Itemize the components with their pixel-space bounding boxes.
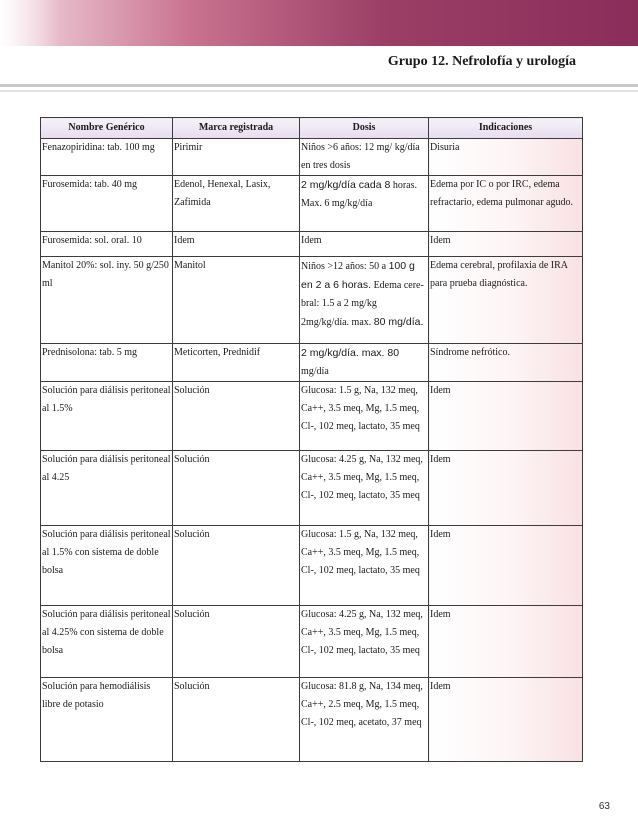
cell-nombre: Solución para diálisis peritoneal al 4.25% con sistema de doble bolsa bbox=[41, 606, 173, 678]
cell-nombre: Furosemida: sol. oral. 10 bbox=[41, 232, 173, 257]
cell-indicaciones: Idem bbox=[429, 232, 583, 257]
cell-dosis bbox=[300, 139, 429, 176]
cell-indicaciones: Síndrome nefrótico. bbox=[429, 344, 583, 382]
cell-dosis bbox=[300, 232, 429, 257]
cell-indicaciones: Idem bbox=[429, 451, 583, 526]
cell-dosis bbox=[300, 678, 429, 762]
cell-indicaciones: Idem bbox=[429, 526, 583, 606]
header-dosis: Dosis bbox=[300, 118, 429, 139]
cell-dosis bbox=[300, 344, 429, 382]
cell-marca: Pirimir bbox=[173, 139, 300, 176]
table-row bbox=[41, 176, 583, 232]
cell-marca: Idem bbox=[173, 232, 300, 257]
cell-indicaciones: Disuria bbox=[429, 139, 583, 176]
dosis-text: 80 mg/día. bbox=[373, 316, 424, 328]
cell-dosis bbox=[300, 382, 429, 451]
page-title: Grupo 12. Nefrolofía y urología bbox=[387, 54, 576, 69]
cell-dosis bbox=[300, 606, 429, 678]
cell-marca: Solución bbox=[173, 678, 300, 762]
table-row bbox=[41, 606, 583, 678]
header-divider bbox=[0, 84, 638, 87]
cell-indicaciones: Edema cerebral, profilaxia de IRA para prueba diagnóstica. bbox=[429, 257, 583, 344]
cell-dosis bbox=[300, 176, 429, 232]
dosis-text: Glucosa: 1.5 g, Na, 132 meq, Ca++, 3.5 meq, Mg, 1.5 meq, Cl-, 102 meq, lactato, 35 meq bbox=[301, 385, 420, 432]
header-nombre-generico: Nombre Genérico bbox=[41, 118, 173, 139]
dosis-text: mg/día bbox=[301, 366, 329, 377]
cell-marca: Solución bbox=[173, 382, 300, 451]
dosis-text: 100 g en 2 a 6 horas. bbox=[301, 260, 415, 291]
table-header-row bbox=[41, 118, 583, 139]
cell-nombre: Solución para diálisis peritoneal al 4.25 bbox=[41, 451, 173, 526]
cell-marca: Meticorten, Prednidif bbox=[173, 344, 300, 382]
header-marca-registrada: Marca registrada bbox=[173, 118, 300, 139]
dosis-text: Idem bbox=[301, 235, 322, 246]
cell-dosis bbox=[300, 257, 429, 344]
cell-marca: Solución bbox=[173, 526, 300, 606]
cell-marca: Manitol bbox=[173, 257, 300, 344]
dosis-text: 2 mg/kg/día. max. 80 bbox=[301, 347, 400, 359]
cell-marca: Solución bbox=[173, 606, 300, 678]
cell-marca: Solución bbox=[173, 451, 300, 526]
dosis-text: Glucosa: 1.5 g, Na, 132 meq, Ca++, 3.5 meq, Mg, 1.5 meq, Cl-, 102 meq, lactato, 35 meq bbox=[301, 529, 420, 576]
cell-marca: Edenol, Henexal, Lasix, Zafimida bbox=[173, 176, 300, 232]
table-row bbox=[41, 451, 583, 526]
drug-table bbox=[40, 117, 583, 762]
dosis-text: Glucosa: 4.25 g, Na, 132 meq, Ca++, 3.5 meq, Mg, 1.5 meq, Cl-, 102 meq, lactato, 35 meq bbox=[301, 609, 423, 656]
dosis-text: Glucosa: 81.8 g, Na, 134 meq, Ca++, 2.5 meq, Mg, 1.5 meq, Cl-, 102 meq, acetato, 37 meq bbox=[301, 681, 423, 728]
cell-nombre: Solución para hemodiálisis libre de potasio bbox=[41, 678, 173, 762]
table-row bbox=[41, 526, 583, 606]
dosis-text: Edema cere-bral: 1.5 a 2 mg/kg 2mg/kg/día. max. bbox=[301, 280, 424, 328]
table-row bbox=[41, 344, 583, 382]
table-row bbox=[41, 232, 583, 257]
table-row bbox=[41, 382, 583, 451]
cell-dosis bbox=[300, 451, 429, 526]
cell-indicaciones: Idem bbox=[429, 382, 583, 451]
dosis-text: horas. Max. 6 mg/kg/día bbox=[301, 180, 417, 209]
dosis-text: Niños >12 años: 50 a bbox=[301, 261, 387, 272]
page-number: 63 bbox=[598, 801, 610, 812]
table-row bbox=[41, 678, 583, 762]
cell-indicaciones: Edema por IC o por IRC, edema refractario, edema pulmonar agudo. bbox=[429, 176, 583, 232]
cell-dosis bbox=[300, 526, 429, 606]
header-indicaciones: Indicaciones bbox=[429, 118, 583, 139]
cell-nombre: Solución para diálisis peritoneal al 1.5% bbox=[41, 382, 173, 451]
cell-nombre: Manitol 20%: sol. iny. 50 g/250 ml bbox=[41, 257, 173, 344]
dosis-text: Niños >6 años: 12 mg/ kg/día en tres dosis bbox=[301, 142, 420, 171]
cell-nombre: Furosemida: tab. 40 mg bbox=[41, 176, 173, 232]
cell-nombre: Fenazopiridina: tab. 100 mg bbox=[41, 139, 173, 176]
cell-indicaciones: Idem bbox=[429, 606, 583, 678]
table-row bbox=[41, 257, 583, 344]
header-band bbox=[0, 0, 638, 46]
dosis-text: 2 mg/kg/día cada 8 bbox=[301, 179, 391, 191]
header-divider-light bbox=[0, 90, 638, 92]
dosis-text: Glucosa: 4.25 g, Na, 132 meq, Ca++, 3.5 meq, Mg, 1.5 meq, Cl-, 102 meq, lactato, 35 meq bbox=[301, 454, 423, 501]
cell-nombre: Prednisolona: tab. 5 mg bbox=[41, 344, 173, 382]
table-row bbox=[41, 139, 583, 176]
cell-indicaciones: Idem bbox=[429, 678, 583, 762]
cell-nombre: Solución para diálisis peritoneal al 1.5% con sistema de doble bolsa bbox=[41, 526, 173, 606]
